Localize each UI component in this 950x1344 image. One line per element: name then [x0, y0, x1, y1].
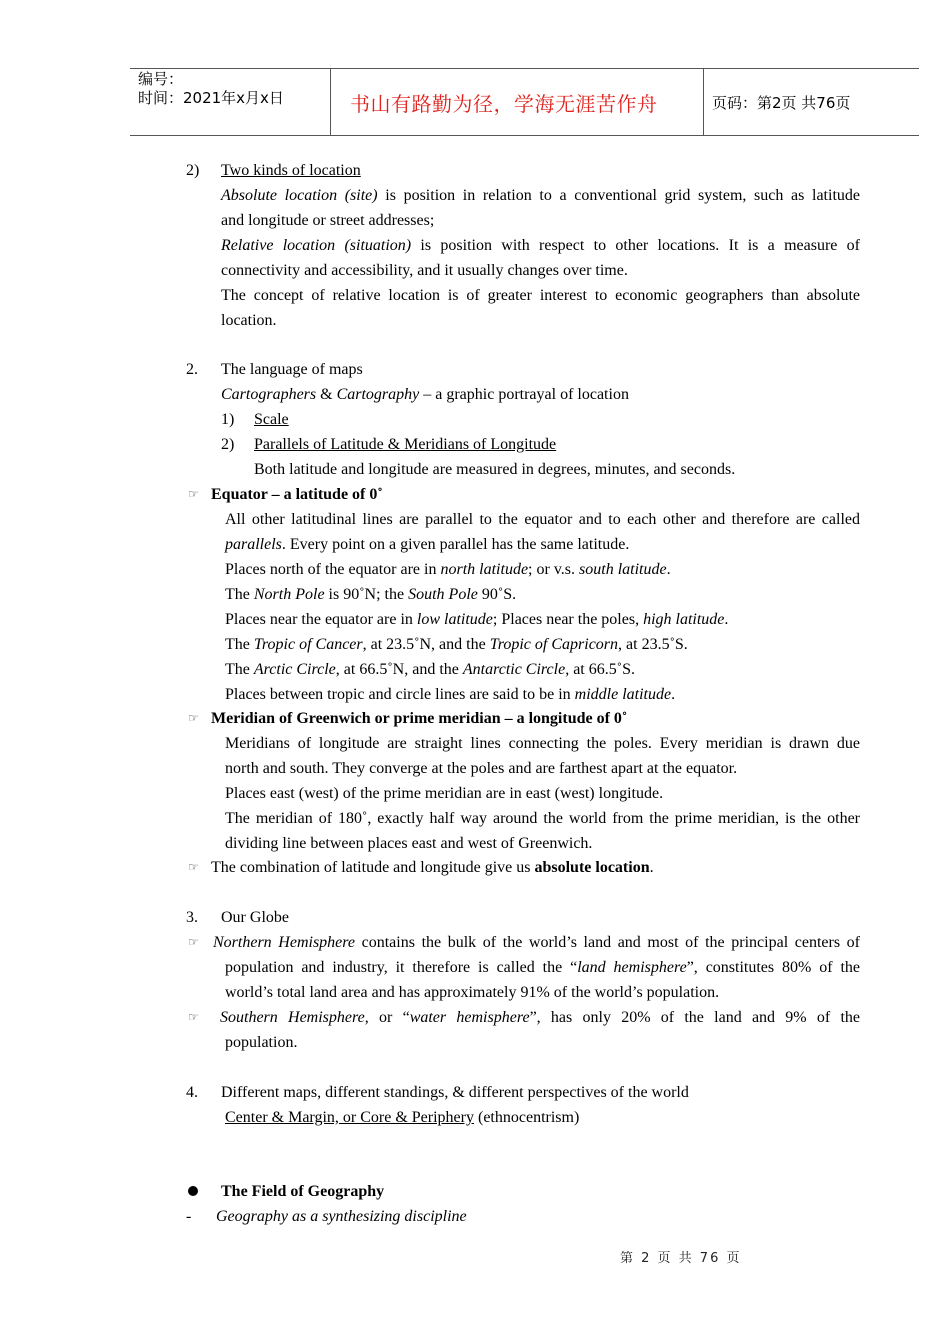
- southern-hemisphere-line-1-a: , or “: [364, 1009, 410, 1026]
- equator-line-1: All other latitudinal lines are parallel to the equator and to each other and therefore are called: [225, 511, 860, 528]
- location-title: Two kinds of location: [221, 162, 361, 179]
- northern-hemisphere-line-2: [225, 958, 860, 978]
- header-divider-right: [703, 68, 704, 135]
- land-hemisphere-term: land hemisphere: [577, 959, 687, 976]
- bullet-dot-icon: [188, 1186, 198, 1196]
- absolute-location-line-1: [221, 186, 860, 206]
- equator-line-2-rest: . Every point on a given parallel has the same latitude.: [281, 536, 630, 553]
- cartographers-term: Cartographers: [221, 386, 317, 403]
- cartography-term: Cartography: [336, 386, 420, 403]
- concept-line-1: The concept of relative location is of greater interest to economic geographers than absolute: [221, 287, 860, 304]
- equator-line-4: [225, 585, 516, 605]
- southern-hemisphere-line-2: population.: [225, 1034, 298, 1051]
- southern-hemisphere-term: Southern Hemisphere: [220, 1009, 365, 1026]
- antarctic-circle-term: Antarctic Circle: [462, 661, 566, 678]
- equator-line-6-e: , at 23.5˚S.: [618, 636, 688, 653]
- northern-hemisphere-line-2-a: population and industry, it therefore is called the “: [225, 959, 578, 976]
- center-margin-line: [225, 1108, 579, 1128]
- relative-location-term: Relative location (situation): [221, 237, 412, 254]
- parallels-term: parallels: [225, 536, 282, 553]
- meridian-line-4: The meridian of 180˚, exactly half way around the world from the prime meridian, is the other: [225, 810, 860, 827]
- equator-line-6: [225, 635, 688, 655]
- location-item-number: 2): [186, 162, 200, 179]
- northern-hemisphere-text: contains the bulk of the world’s land and most of the principal centers of: [355, 934, 861, 951]
- relative-location-line-2: connectivity and accessibility, and it usually changes over time.: [221, 262, 628, 279]
- northern-hemisphere-term: Northern Hemisphere: [213, 934, 356, 951]
- pointing-hand-icon: ☞: [188, 935, 199, 949]
- measure-line: Both latitude and longitude are measured in degrees, minutes, and seconds.: [254, 461, 736, 478]
- equator-line-8-a: Places between tropic and circle lines are said to be in: [225, 686, 575, 703]
- absolute-location-text: is position in relation to a conventional grid system, such as latitude: [377, 187, 860, 204]
- equator-line-8-c: .: [671, 686, 676, 703]
- pointing-hand-icon: ☞: [188, 1010, 199, 1024]
- equator-line-6-c: , at 23.5˚N, and the: [362, 636, 490, 653]
- maps-section-number: 2.: [186, 361, 198, 378]
- perspectives-section-title: Different maps, different standings, & different perspectives of the world: [221, 1084, 689, 1101]
- header-number-label: 编号：: [138, 70, 184, 88]
- header-top-rule: [130, 68, 919, 69]
- parallels-item-number: 2): [221, 436, 235, 453]
- equator-line-5-e: .: [724, 611, 729, 628]
- equator-line-7: [225, 660, 635, 680]
- equator-heading: Equator – a latitude of 0˚: [211, 486, 383, 503]
- water-hemisphere-term: water hemisphere: [409, 1009, 530, 1026]
- scale-item-number: 1): [221, 411, 235, 428]
- northern-hemisphere-line-3: world’s total land area and has approximately 91% of the world’s population.: [225, 984, 720, 1001]
- equator-line-4-e: 90˚S.: [477, 586, 517, 603]
- cartography-definition: – a graphic portrayal of location: [419, 386, 629, 403]
- equator-line-3: [225, 560, 671, 580]
- header-meta: [138, 70, 284, 108]
- equator-line-5-a: Places near the equator are in: [225, 611, 417, 628]
- equator-line-7-c: , at 66.5˚N, and the: [335, 661, 463, 678]
- equator-line-3-c: ; or v.s.: [528, 561, 580, 578]
- combination-line: [211, 858, 654, 878]
- equator-line-3-a: Places north of the equator are in: [225, 561, 441, 578]
- equator-line-4-c: is 90˚N; the: [324, 586, 409, 603]
- concept-line-2: location.: [221, 312, 277, 329]
- field-subheading: Geography as a synthesizing discipline: [216, 1208, 467, 1225]
- pointing-hand-icon: ☞: [188, 711, 199, 725]
- field-dash: -: [186, 1208, 192, 1225]
- header-motto: 书山有路勤为径，学海无涯苦作舟: [350, 92, 658, 116]
- north-pole-term: North Pole: [253, 586, 325, 603]
- pointing-hand-icon: ☞: [188, 487, 199, 501]
- tropic-of-capricorn-term: Tropic of Capricorn: [489, 636, 619, 653]
- parallels-title: Parallels of Latitude & Meridians of Longitude: [254, 436, 557, 453]
- equator-line-5: [225, 610, 728, 630]
- southern-hemisphere-line-1: [220, 1008, 860, 1028]
- absolute-location-bold: absolute location: [534, 859, 650, 876]
- equator-line-2: [225, 535, 629, 555]
- header-divider-left: [330, 68, 331, 135]
- center-margin-rest: (ethnocentrism): [473, 1109, 580, 1126]
- low-latitude-term: low latitude: [416, 611, 493, 628]
- equator-line-6-a: The: [225, 636, 254, 653]
- middle-latitude-term: middle latitude: [574, 686, 672, 703]
- equator-line-3-e: .: [666, 561, 671, 578]
- globe-section-title: Our Globe: [221, 909, 289, 926]
- perspectives-section-number: 4.: [186, 1084, 198, 1101]
- absolute-location-line-2: and longitude or street addresses;: [221, 212, 435, 229]
- equator-line-7-a: The: [225, 661, 254, 678]
- globe-section-number: 3.: [186, 909, 198, 926]
- north-latitude-term: north latitude: [440, 561, 529, 578]
- meridian-heading: Meridian of Greenwich or prime meridian – a longitude of 0˚: [211, 710, 628, 727]
- header-bottom-rule: [130, 135, 919, 136]
- south-pole-term: South Pole: [408, 586, 478, 603]
- equator-line-8: [225, 685, 675, 705]
- relative-location-text: is position with respect to other locations. It is a measure of: [411, 237, 861, 254]
- equator-line-4-a: The: [225, 586, 254, 603]
- cartography-ampersand: &: [316, 386, 337, 403]
- meridian-line-5: dividing line between places east and west of Greenwich.: [225, 835, 593, 852]
- center-margin-term: Center & Margin, or Core & Periphery: [225, 1109, 474, 1126]
- southern-hemisphere-line-1-c: ”, has only 20% of the land and 9% of the: [529, 1009, 861, 1026]
- pointing-hand-icon: ☞: [188, 860, 199, 874]
- scale-title: Scale: [254, 411, 289, 428]
- relative-location-line-1: [221, 236, 860, 256]
- combination-text: The combination of latitude and longitude give us: [211, 859, 535, 876]
- header-time-label: 时间：2021年x月x日: [138, 89, 284, 107]
- meridian-line-2: north and south. They converge at the poles and are farthest apart at the equator.: [225, 760, 738, 777]
- absolute-location-term: Absolute location (site): [221, 187, 378, 204]
- maps-section-title: The language of maps: [221, 361, 363, 378]
- tropic-of-cancer-term: Tropic of Cancer: [253, 636, 363, 653]
- combination-end: .: [649, 859, 654, 876]
- equator-line-7-e: , at 66.5˚S.: [565, 661, 635, 678]
- cartography-line: [221, 385, 629, 405]
- high-latitude-term: high latitude: [643, 611, 725, 628]
- meridian-line-3: Places east (west) of the prime meridian are in east (west) longitude.: [225, 785, 664, 802]
- field-heading: The Field of Geography: [221, 1183, 385, 1200]
- northern-hemisphere-line-1: [213, 933, 860, 953]
- arctic-circle-term: Arctic Circle: [253, 661, 336, 678]
- header-page-label: 页码：第2页 共76页: [712, 94, 851, 112]
- northern-hemisphere-line-2-c: ”, constitutes 80% of the: [686, 959, 860, 976]
- equator-line-5-c: ; Places near the poles,: [492, 611, 644, 628]
- south-latitude-term: south latitude: [579, 561, 667, 578]
- page-footer: 第 2 页 共 76 页: [620, 1251, 742, 1266]
- meridian-line-1: Meridians of longitude are straight lines connecting the poles. Every meridian is drawn due: [225, 735, 860, 752]
